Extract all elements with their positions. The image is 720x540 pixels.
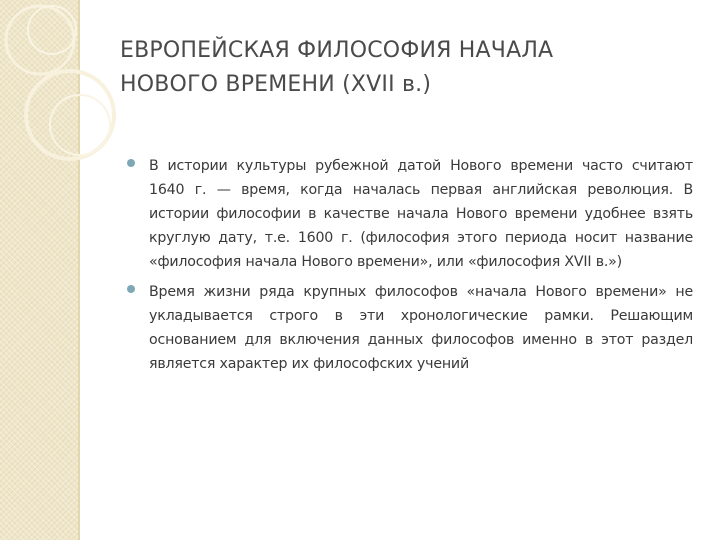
slide-title <box>120 34 680 102</box>
bullet-text: В истории культуры рубежной датой Нового времени часто считают 1640 г. — время, когда началась первая английская революция. В истории философии в качестве начала Нового времени удобнее взять круглую дату, т.е. 1600 г. (философия этого периода носит название «философия начала Нового времени», или «философия XVII в.») <box>149 158 693 270</box>
title-line-1: ЕВРОПЕЙСКАЯ ФИЛОСОФИЯ НАЧАЛА <box>120 38 554 63</box>
bullet-dot-icon <box>127 159 135 167</box>
bullet-item <box>127 280 693 376</box>
bullet-item <box>127 154 693 274</box>
decorative-circles-icon <box>0 0 140 200</box>
bullet-dot-icon <box>127 285 135 293</box>
title-line-2: НОВОГО ВРЕМЕНИ (XVII в.) <box>120 72 432 97</box>
bullet-text: Время жизни ряда крупных философов «начала Нового времени» не укладывается строго в эти хронологические рамки. Решающим основанием для включения данных философов именно в этот раздел является характер их философских учений <box>149 284 693 372</box>
bullet-list <box>127 154 693 382</box>
